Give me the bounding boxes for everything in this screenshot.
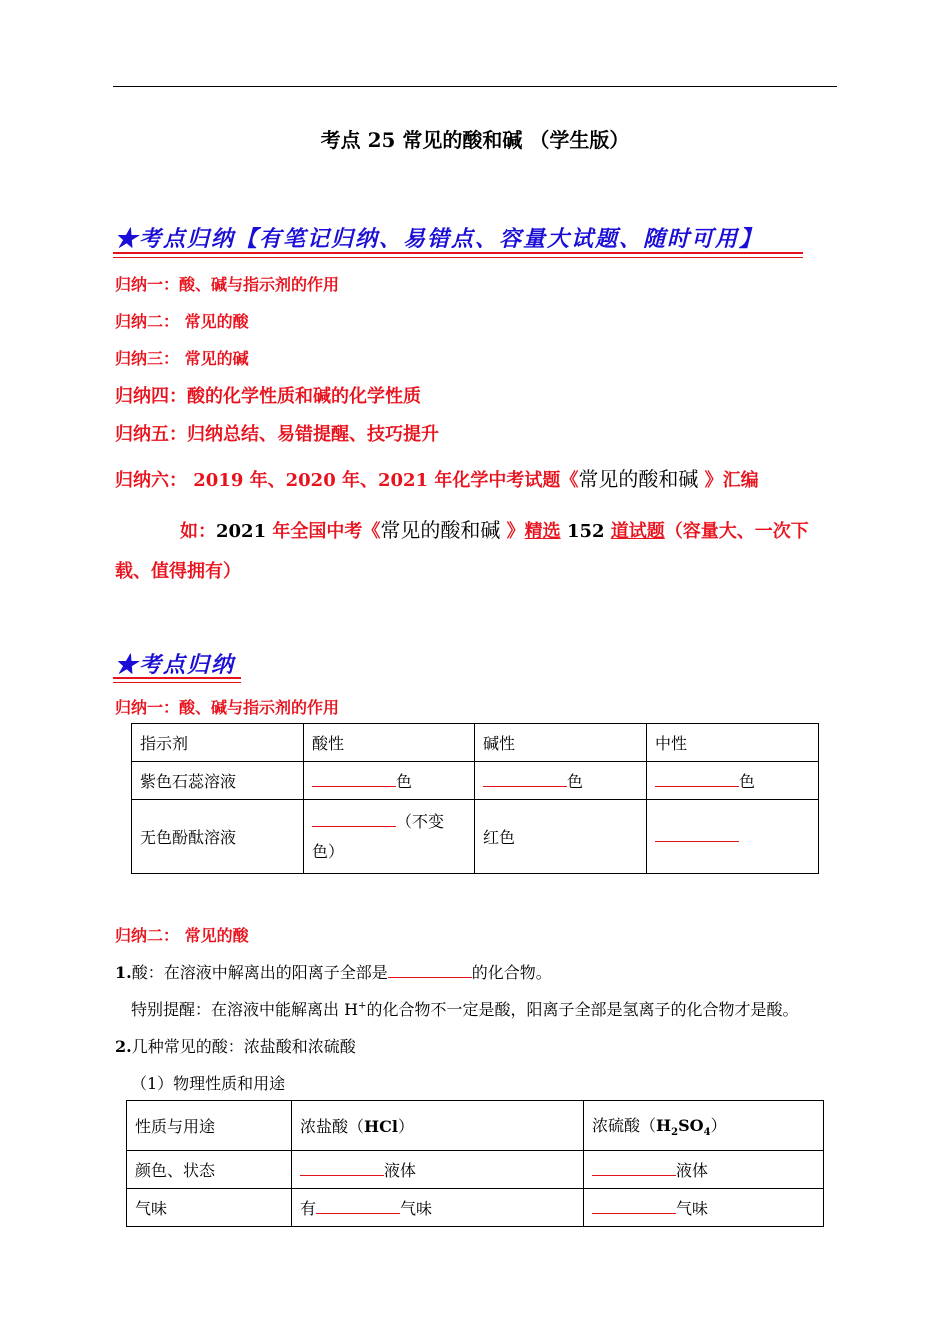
promo-p9: （容量大、一次下	[664, 521, 809, 542]
cell-suffix: （不变	[396, 811, 445, 831]
toc-item-4: 归纳四：酸的化学性质和碱的化学性质	[115, 386, 421, 407]
cell-suffix: 色	[396, 772, 413, 791]
table-cell: 紫色石蕊溶液	[132, 762, 304, 800]
table-cell	[647, 800, 819, 874]
toc-item-1: 归纳一：酸、碱与指示剂的作用	[115, 275, 340, 294]
table-cell	[647, 762, 819, 800]
promo-p5: 》	[500, 521, 525, 542]
banner-underline	[113, 252, 803, 254]
toc-item-5: 归纳五：归纳总结、易错提醒、技巧提升	[115, 424, 439, 445]
acid-definition	[115, 960, 552, 983]
promo-p4: 常见的酸和碱	[380, 518, 501, 542]
page-title: 考点 25 常见的酸和碱 （学生版）	[320, 128, 630, 152]
summary-banner: ★考点归纳【有笔记归纳、易错点、容量大试题、随时可用】	[115, 226, 764, 252]
table-cell: 气味	[127, 1189, 292, 1227]
table-header: 性质与用途	[127, 1101, 292, 1151]
table-row	[127, 1189, 824, 1227]
promo-p6[interactable]: 精选	[524, 521, 561, 542]
formula-h2so4	[656, 1115, 711, 1139]
table-header: 指示剂	[132, 724, 304, 762]
formula-subscript: 4	[703, 1127, 711, 1139]
cell-suffix: 液体	[676, 1161, 709, 1180]
toc6-quote-close: 》汇编	[698, 470, 759, 491]
cell-suffix: 气味	[676, 1199, 709, 1218]
section-underline	[113, 677, 241, 679]
sec1-heading: 归纳一：酸、碱与指示剂的作用	[115, 698, 340, 717]
common-acids	[115, 1034, 356, 1057]
toc-item-2: 归纳二： 常见的酸	[115, 312, 249, 331]
fill-blank[interactable]	[655, 772, 739, 787]
banner-underline-2	[113, 257, 803, 258]
tip-text-2: 的化合物不一定是酸，阳离子全部是氢离子的化合物才是酸。	[366, 1000, 799, 1019]
table-header: 酸性	[304, 724, 475, 762]
cell-suffix-2: 色）	[312, 841, 345, 861]
fill-blank[interactable]	[316, 1199, 400, 1214]
cell-prefix: 有	[300, 1199, 317, 1218]
promo-p8[interactable]: 道试题	[610, 521, 665, 542]
toc-item-6	[115, 463, 759, 492]
section-banner: ★考点归纳	[115, 652, 236, 678]
table-cell: 无色酚酞溶液	[132, 800, 304, 874]
tip-text: 特别提醒：在溶液中能解离出 H	[131, 1000, 359, 1019]
fill-blank[interactable]	[483, 772, 567, 787]
table-cell	[584, 1189, 824, 1227]
promo-p3: 年全国中考《	[266, 521, 381, 542]
sub-heading: （1）物理性质和用途	[131, 1074, 286, 1093]
sec2-heading: 归纳二： 常见的酸	[115, 926, 249, 945]
table-cell	[475, 762, 647, 800]
item-number: 1.	[115, 963, 132, 982]
table-row	[127, 1151, 824, 1189]
section-underline-2	[113, 682, 241, 683]
table-cell	[292, 1189, 584, 1227]
formula-subscript: 2	[671, 1127, 679, 1139]
fill-blank[interactable]	[312, 772, 396, 787]
promo-line-2: 载、值得拥有）	[115, 561, 241, 582]
formula-hcl: HCl	[364, 1117, 398, 1136]
table-header	[584, 1101, 824, 1151]
table-row	[127, 1101, 824, 1151]
common-acids-text: 几种常见的酸：浓盐酸和浓硫酸	[131, 1037, 356, 1056]
table-header: 中性	[647, 724, 819, 762]
formula-part: SO	[678, 1115, 704, 1135]
toc6-prefix: 归纳六： 2019 年、2020 年、2021 年化学中考试题	[115, 470, 561, 491]
cell-suffix: 气味	[400, 1199, 433, 1218]
cell-suffix: 色	[567, 772, 584, 791]
promo-line-1[interactable]	[180, 514, 809, 543]
definition-text-2: 的化合物。	[471, 963, 552, 982]
header-rule	[113, 86, 837, 87]
fill-blank[interactable]	[592, 1161, 676, 1176]
cell-suffix: 液体	[384, 1161, 417, 1180]
promo-p2: 2021	[216, 521, 267, 542]
header-text: ）	[710, 1115, 727, 1135]
toc6-quote-text: 常见的酸和碱	[578, 467, 699, 491]
fill-blank[interactable]	[592, 1199, 676, 1214]
cell-suffix: 色	[739, 772, 756, 791]
item-number: 2.	[115, 1037, 132, 1056]
special-tip	[131, 997, 798, 1020]
header-text: ）	[397, 1117, 414, 1136]
promo-p1: 如：	[180, 521, 216, 542]
table-cell	[584, 1151, 824, 1189]
table-header	[292, 1101, 584, 1151]
header-text: 浓硫酸（	[592, 1115, 657, 1135]
table-cell: 颜色、状态	[127, 1151, 292, 1189]
table-row	[132, 762, 819, 800]
fill-blank[interactable]	[655, 827, 739, 842]
table-cell	[304, 762, 475, 800]
toc6-quote-open: 《	[560, 470, 579, 491]
fill-blank[interactable]	[312, 812, 396, 827]
formula-part: H	[656, 1115, 672, 1135]
table-cell: 红色	[475, 800, 647, 874]
definition-text: 酸：在溶液中解离出的阳离子全部是	[131, 963, 388, 982]
promo-p7: 152	[560, 521, 611, 542]
header-text: 浓盐酸（	[300, 1117, 365, 1136]
table-cell	[304, 800, 475, 874]
table-cell	[292, 1151, 584, 1189]
toc-item-3: 归纳三： 常见的碱	[115, 349, 249, 368]
table-header: 碱性	[475, 724, 647, 762]
table-row	[132, 724, 819, 762]
table-row	[132, 800, 819, 874]
acid-properties-table	[126, 1100, 824, 1227]
tip-superscript: +	[358, 1000, 367, 1012]
fill-blank[interactable]	[388, 963, 472, 978]
indicator-table	[131, 723, 819, 874]
fill-blank[interactable]	[300, 1161, 384, 1176]
